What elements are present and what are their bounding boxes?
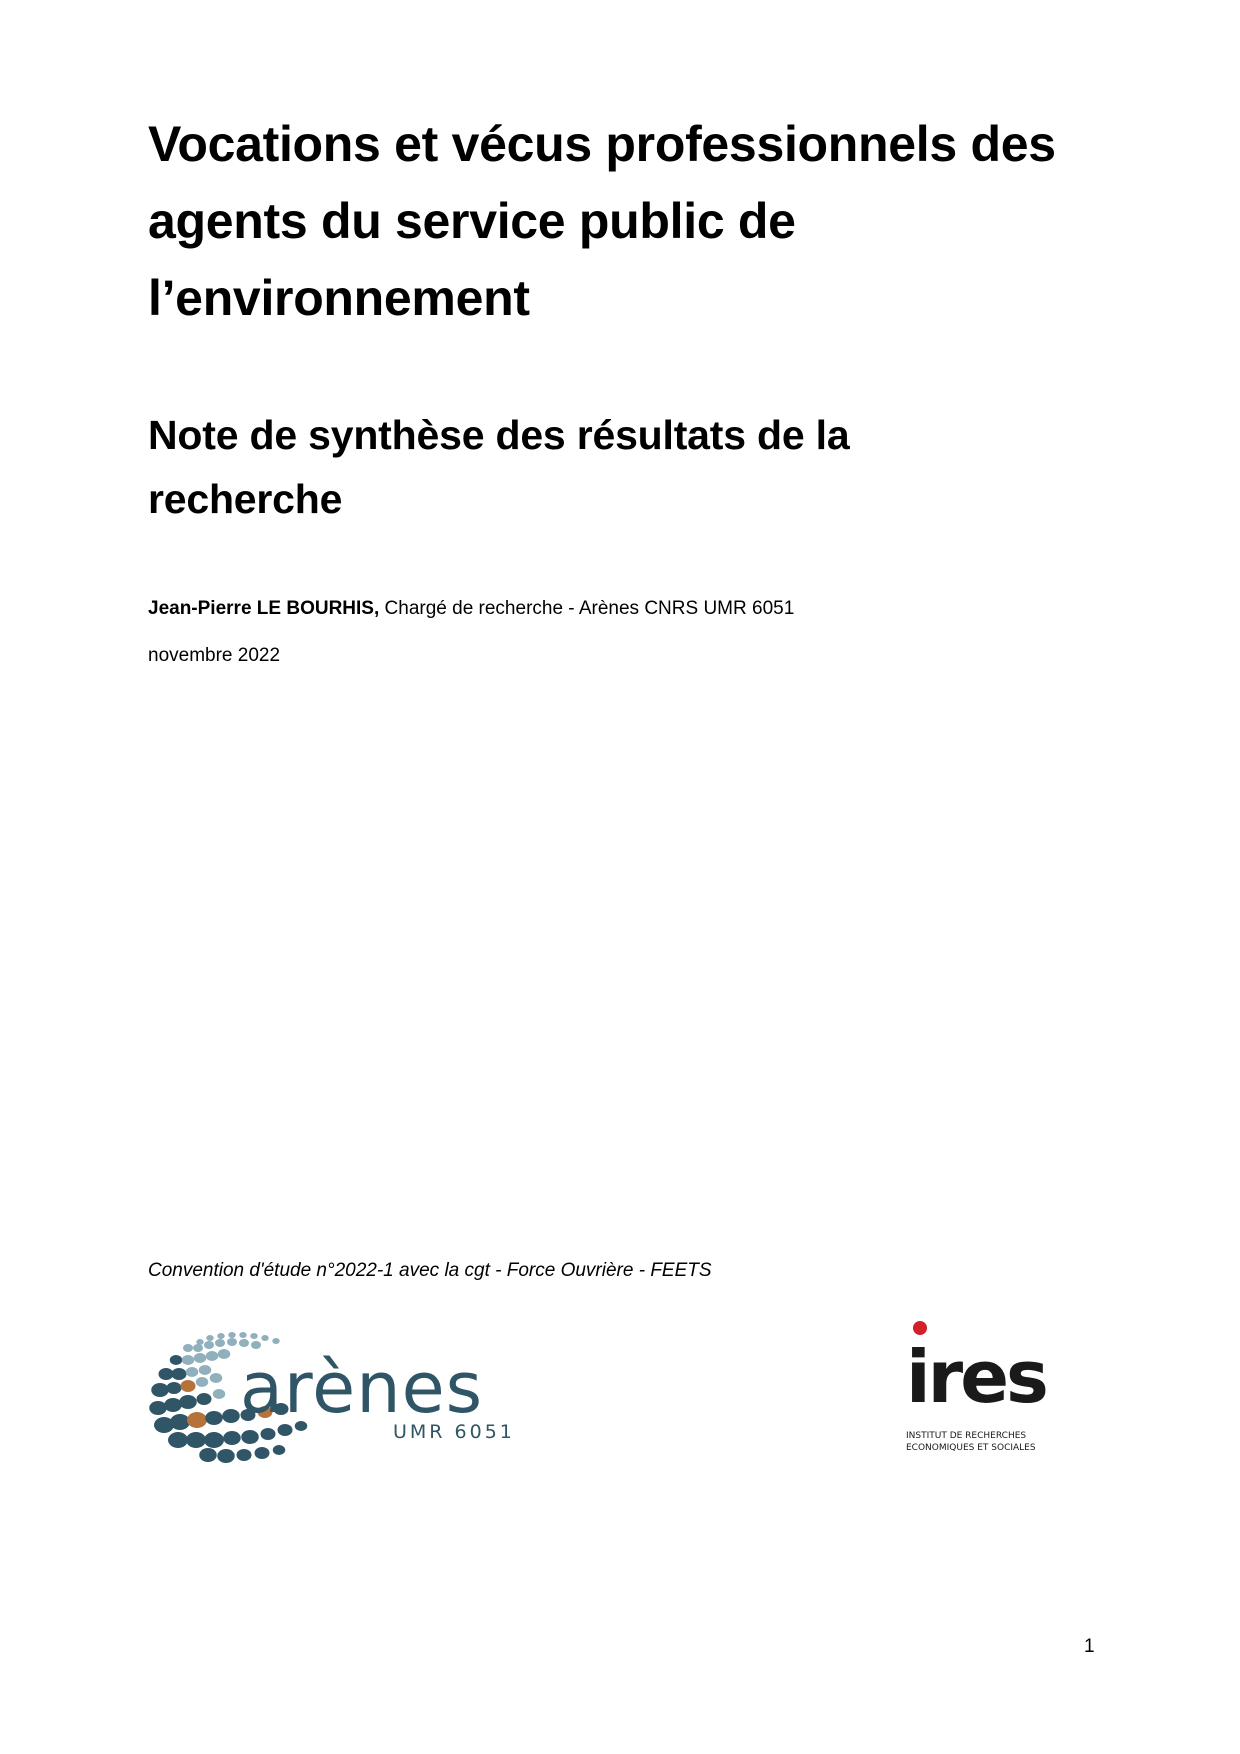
arenes-logo-dot: [187, 1412, 207, 1428]
arenes-logo-dot: [255, 1447, 270, 1459]
arenes-logo-dot: [227, 1338, 237, 1346]
arenes-logo-dot: [186, 1432, 206, 1448]
subtitle-line: recherche: [148, 476, 343, 522]
arenes-logo-sub: UMR 6051: [393, 1421, 515, 1443]
arenes-logo-dot: [204, 1341, 214, 1349]
arenes-logo-dot: [181, 1380, 196, 1392]
arenes-logo-dot: [210, 1373, 223, 1383]
arenes-logo: [148, 1330, 518, 1470]
arenes-logo-dot: [228, 1332, 236, 1338]
ires-logo-line2: ECONOMIQUES ET SOCIALES: [906, 1443, 1036, 1453]
arenes-logo-dot: [241, 1430, 259, 1444]
arenes-logo-dot: [167, 1382, 182, 1394]
arenes-logo-dot: [239, 1332, 247, 1338]
title-line: Vocations et vécus professionnels des: [148, 116, 1056, 172]
arenes-logo-dot: [213, 1389, 226, 1399]
arenes-logo-dot: [194, 1353, 207, 1363]
arenes-logo-dot: [170, 1355, 183, 1365]
ires-logo-name: ires: [906, 1335, 1046, 1419]
ires-logo: [898, 1318, 1048, 1458]
arenes-logo-dot: [206, 1351, 219, 1361]
arenes-logo-dot: [183, 1344, 193, 1352]
document-title: [148, 106, 1108, 337]
ires-logo-dot: [913, 1321, 927, 1335]
arenes-logo-dot: [164, 1398, 182, 1412]
arenes-logo-dot: [218, 1349, 231, 1359]
arenes-logo-dot: [261, 1428, 276, 1440]
convention-note: Convention d'étude n°2022-1 avec la cgt - Force Ouvrière - FEETS: [148, 1260, 712, 1281]
arenes-logo-dot: [199, 1448, 217, 1462]
arenes-logo-dot: [215, 1339, 225, 1347]
arenes-logo-dot: [172, 1368, 187, 1380]
arenes-logo-dot: [272, 1338, 280, 1344]
arenes-logo-dot: [186, 1367, 199, 1377]
arenes-logo-dot: [237, 1449, 252, 1461]
author-role: Chargé de recherche - Arènes CNRS UMR 6051: [379, 598, 795, 619]
subtitle-line: Note de synthèse des résultats de la: [148, 412, 850, 458]
arenes-logo-dot: [151, 1383, 169, 1397]
page-number: 1: [1084, 1636, 1095, 1657]
arenes-logo-dot: [222, 1409, 240, 1423]
arenes-logo-dot: [204, 1432, 224, 1448]
arenes-logo-dot: [179, 1395, 197, 1409]
title-line: l’environnement: [148, 270, 530, 326]
arenes-logo-name: arènes: [240, 1347, 484, 1429]
arenes-logo-dot: [217, 1333, 225, 1339]
publication-date: novembre 2022: [148, 645, 281, 666]
arenes-logo-dot: [193, 1344, 203, 1352]
arenes-logo-dot: [250, 1333, 258, 1339]
document-subtitle: [148, 403, 1108, 531]
arenes-logo-dot: [199, 1365, 212, 1375]
ires-logo-line1: INSTITUT DE RECHERCHES: [906, 1431, 1027, 1441]
arenes-logo-dot: [223, 1431, 241, 1445]
arenes-logo-dot: [149, 1401, 167, 1415]
arenes-logo-dot: [217, 1449, 235, 1463]
author-line: [148, 598, 794, 620]
arenes-logo-dot: [197, 1393, 212, 1405]
arenes-logo-dot: [196, 1377, 209, 1387]
arenes-logo-dot: [273, 1445, 286, 1455]
arenes-logo-dot: [170, 1414, 190, 1430]
arenes-logo-dot: [168, 1432, 188, 1448]
arenes-logo-dot: [159, 1368, 174, 1380]
arenes-logo-dot: [206, 1335, 214, 1341]
arenes-logo-dot: [261, 1335, 269, 1341]
author-name: Jean-Pierre LE BOURHIS,: [148, 598, 380, 619]
arenes-logo-dot: [205, 1411, 223, 1425]
arenes-logo-dot: [182, 1355, 195, 1365]
arenes-logo-dot: [239, 1339, 249, 1347]
title-line: agents du service public de: [148, 193, 796, 249]
